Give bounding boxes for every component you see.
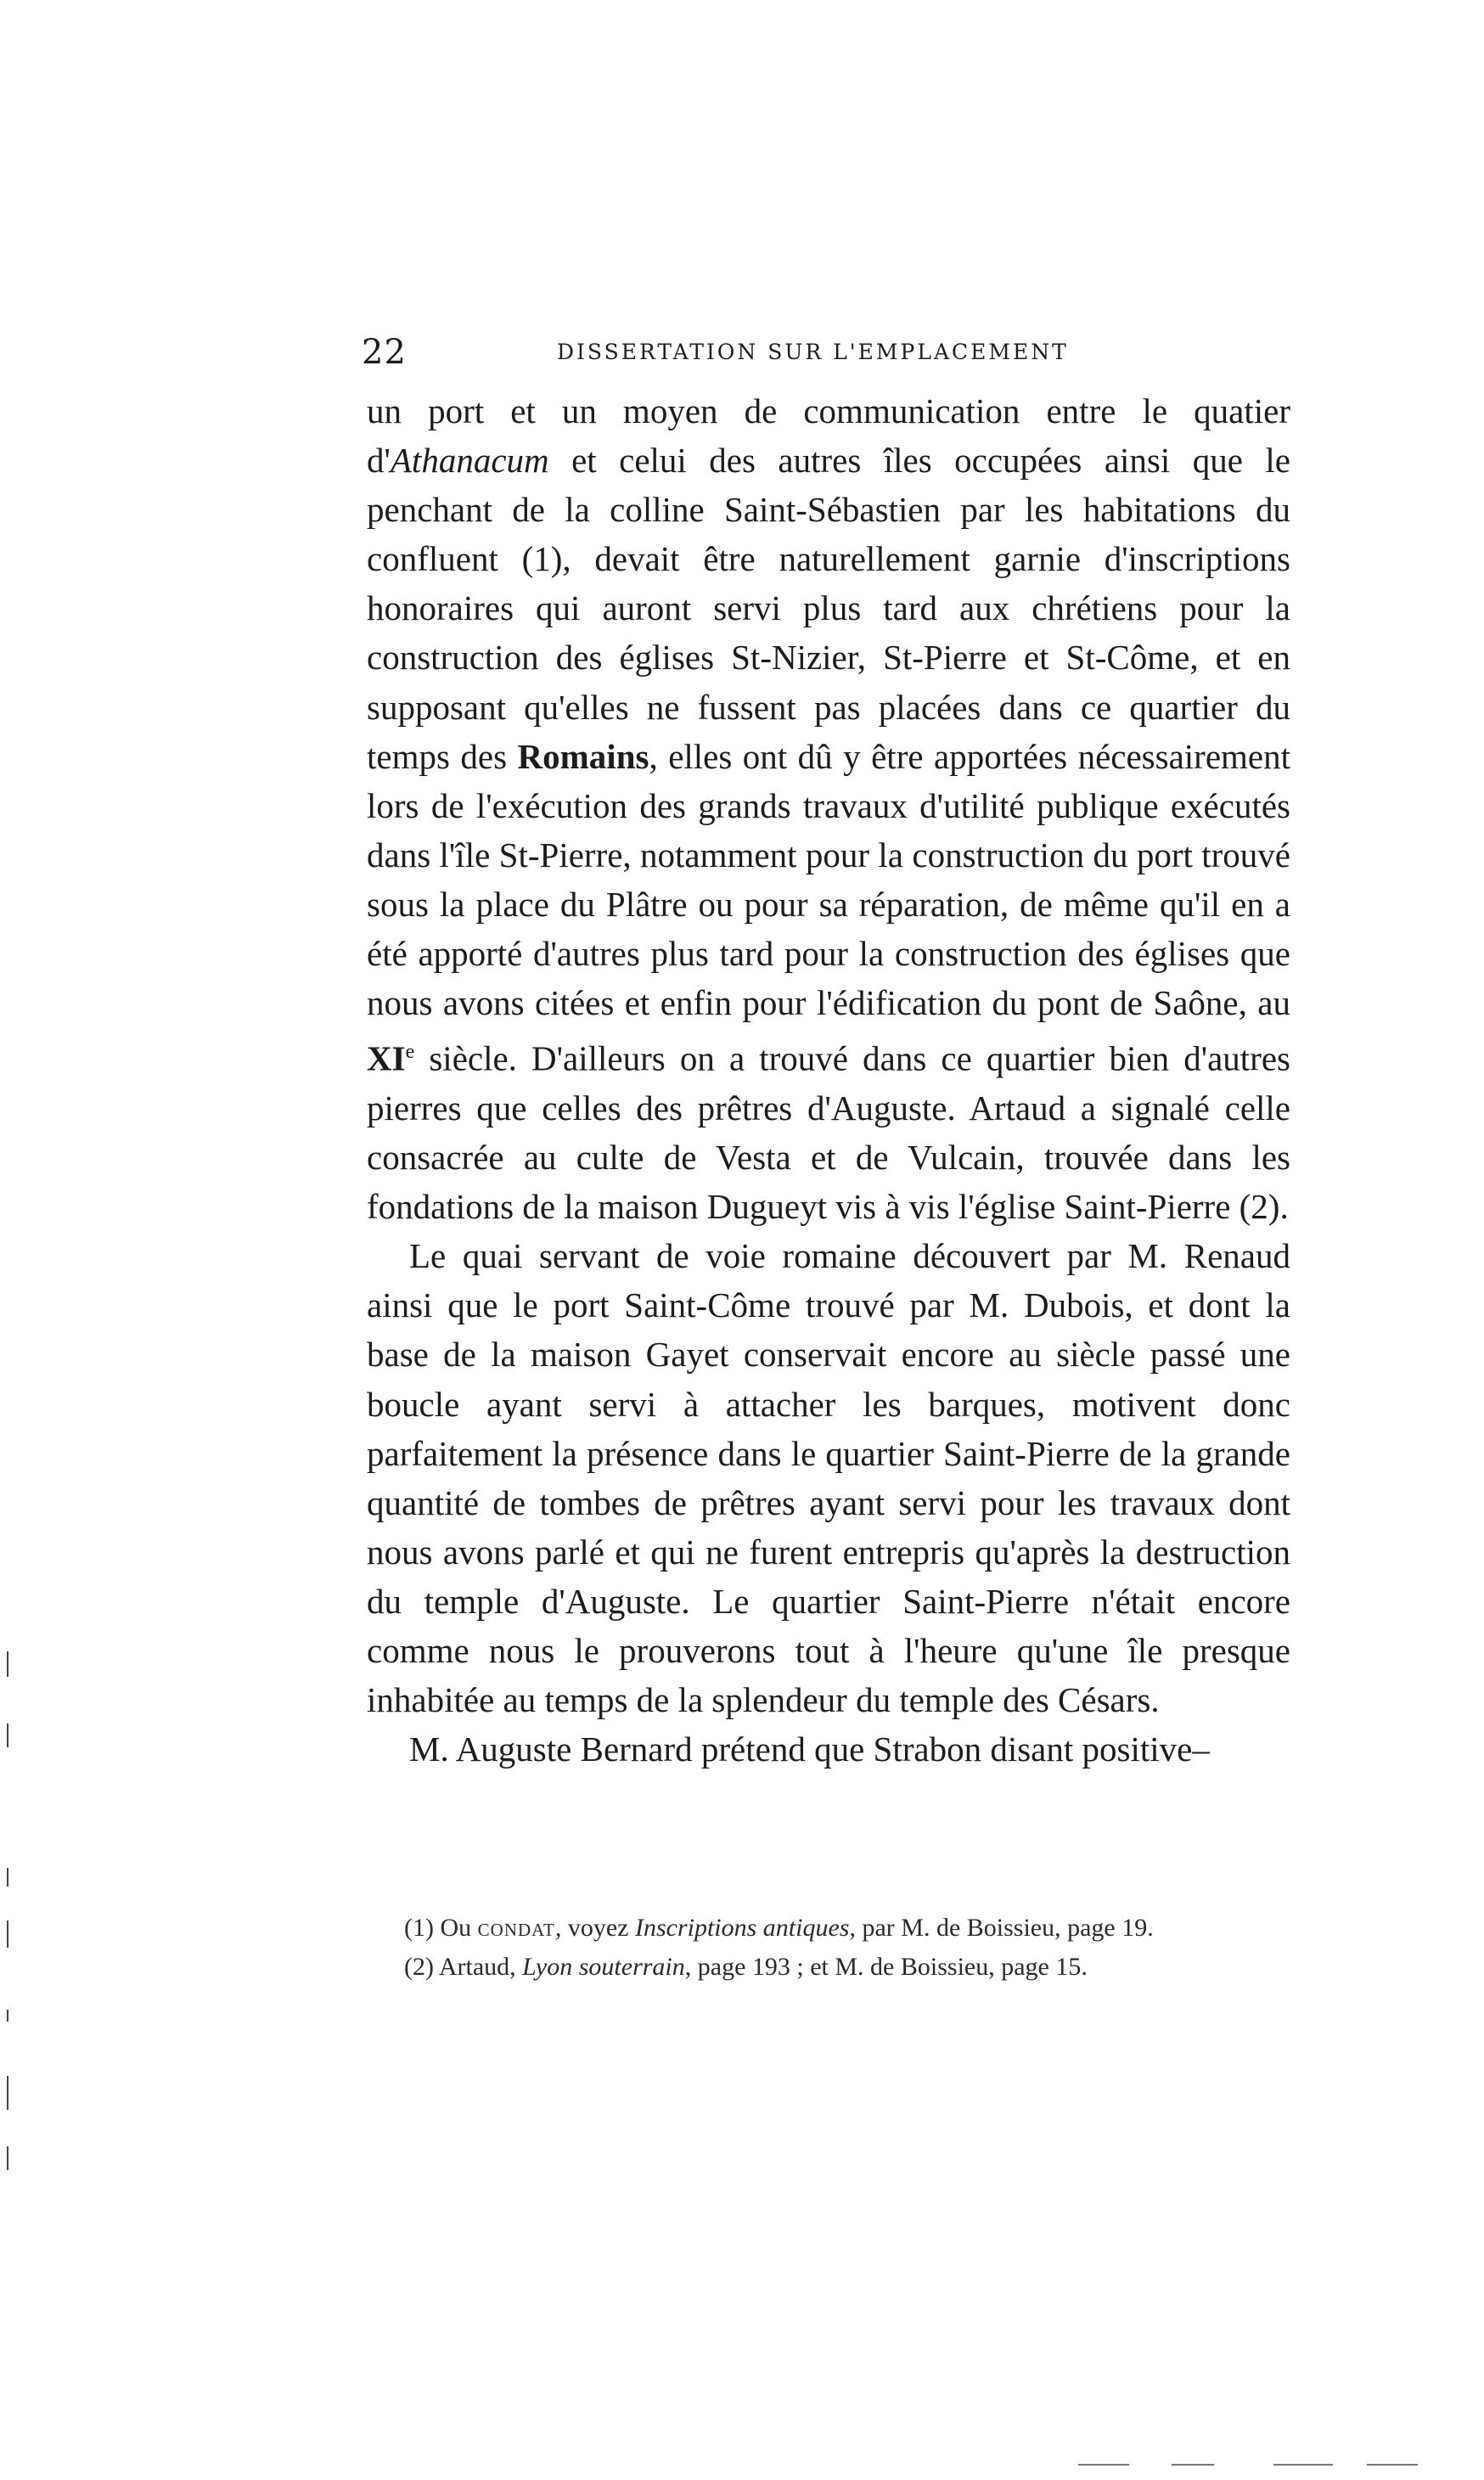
paragraph-1	[367, 386, 1290, 1231]
century-numeral: XI	[367, 1038, 406, 1078]
bottom-scan-rule	[1273, 2464, 1333, 2466]
paragraph-1-part-4: siècle. D'ailleurs on a trouvé dans ce quartier bien d'autres pierres que celles des prêtres d'Auguste. Artaud a signalé celle consacrée au culte de Vesta et de Vulcain, trouvée dans les fondations de la maison Dugueyt vis à vis l'église Saint-Pierre (2).	[367, 1038, 1290, 1227]
margin-scan-mark	[7, 2076, 8, 2110]
century-superscript: e	[405, 1041, 415, 1064]
footnote-1-text-1: Ou	[433, 1914, 478, 1942]
running-head	[362, 333, 1292, 384]
footnote-1-smallcaps: condat	[477, 1914, 555, 1942]
footnote-1-text-3: , par M. de Boissieu, page 19.	[849, 1914, 1154, 1942]
bottom-scan-rule	[1367, 2464, 1418, 2466]
running-title: DISSERTATION SUR L'EMPLACEMENT	[557, 340, 1069, 364]
footnotes	[404, 1909, 1296, 1987]
paragraph-1-part-3: , elles ont dû y être apportées nécessairement lors de l'exécution des grands travaux d'utilité publique exécutés dans l'île St-Pierre, notamment pour la construction du port trouvé sous la place du Plâtre ou pour sa réparation, de même qu'il en a été apporté d'autres plus tard pour la construction des églises que nous avons citées et enfin pour l'édification du pont de Saône, au	[367, 736, 1291, 1023]
margin-scan-mark	[7, 2010, 8, 2022]
footnote-2-text-2: , page 193 ; et M. de Boissieu, page 15.	[684, 1953, 1088, 1981]
bottom-scan-rule	[1172, 2464, 1214, 2466]
footnote-1	[404, 1909, 1296, 1948]
margin-scan-mark	[7, 1724, 8, 1747]
footnote-2	[404, 1948, 1296, 1987]
bottom-scan-rule	[1078, 2464, 1129, 2466]
paragraph-1-part-1: un port et un moyen de communication entre le quatier d'	[367, 391, 1290, 481]
paragraph-3: M. Auguste Bernard prétend que Strabon disant positive–	[409, 1729, 1210, 1769]
margin-scan-mark	[7, 2146, 8, 2170]
margin-scan-mark	[7, 1868, 8, 1887]
footnote-2-book-title: Lyon souterrain	[522, 1953, 685, 1981]
page-number: 22	[362, 333, 407, 372]
margin-scan-mark	[7, 1920, 8, 1948]
paragraph-2: Le quai servant de voie romaine découvert par M. Renaud ainsi que le port Saint-Côme trouvé par M. Dubois, et dont la base de la maison Gayet conservait encore au siècle passé une boucle ayant servi à attacher les barques, motivent donc parfaitement la présence dans le quartier Saint-Pierre de la grande quantité de tombes de prêtres ayant servi pour les travaux dont nous avons parlé et qui ne furent entrepris qu'après la destruction du temple d'Auguste. Le quartier Saint-Pierre n'était encore comme nous le prouverons tout à l'heure qu'une île presque inhabitée au temps de la splendeur du temple des Césars.	[367, 1236, 1290, 1720]
place-name-italic: Athanacum	[390, 441, 549, 481]
footnote-1-mark: (1)	[404, 1914, 434, 1942]
footnote-1-book-title: Inscriptions antiques	[634, 1914, 850, 1942]
main-text	[367, 386, 1290, 1774]
paragraph-1-part-2: et celui des autres îles occupées ainsi que le penchant de la colline Saint-Sébastien par les habitations du confluent (1), devait être naturellement garnie d'inscriptions honoraires qui auront servi plus tard aux chrétiens pour la construction des églises St-Nizier, St-Pierre et St-Côme, et en supposant qu'elles ne fussent pas placées dans ce quartier du temps des	[367, 441, 1290, 776]
footnote-1-text-2: , voyez	[554, 1914, 635, 1942]
footnote-2-mark: (2)	[404, 1953, 434, 1981]
margin-scan-mark	[7, 1651, 8, 1677]
bold-word: Romains	[517, 736, 649, 776]
footnote-2-text-1: Artaud,	[433, 1953, 523, 1981]
